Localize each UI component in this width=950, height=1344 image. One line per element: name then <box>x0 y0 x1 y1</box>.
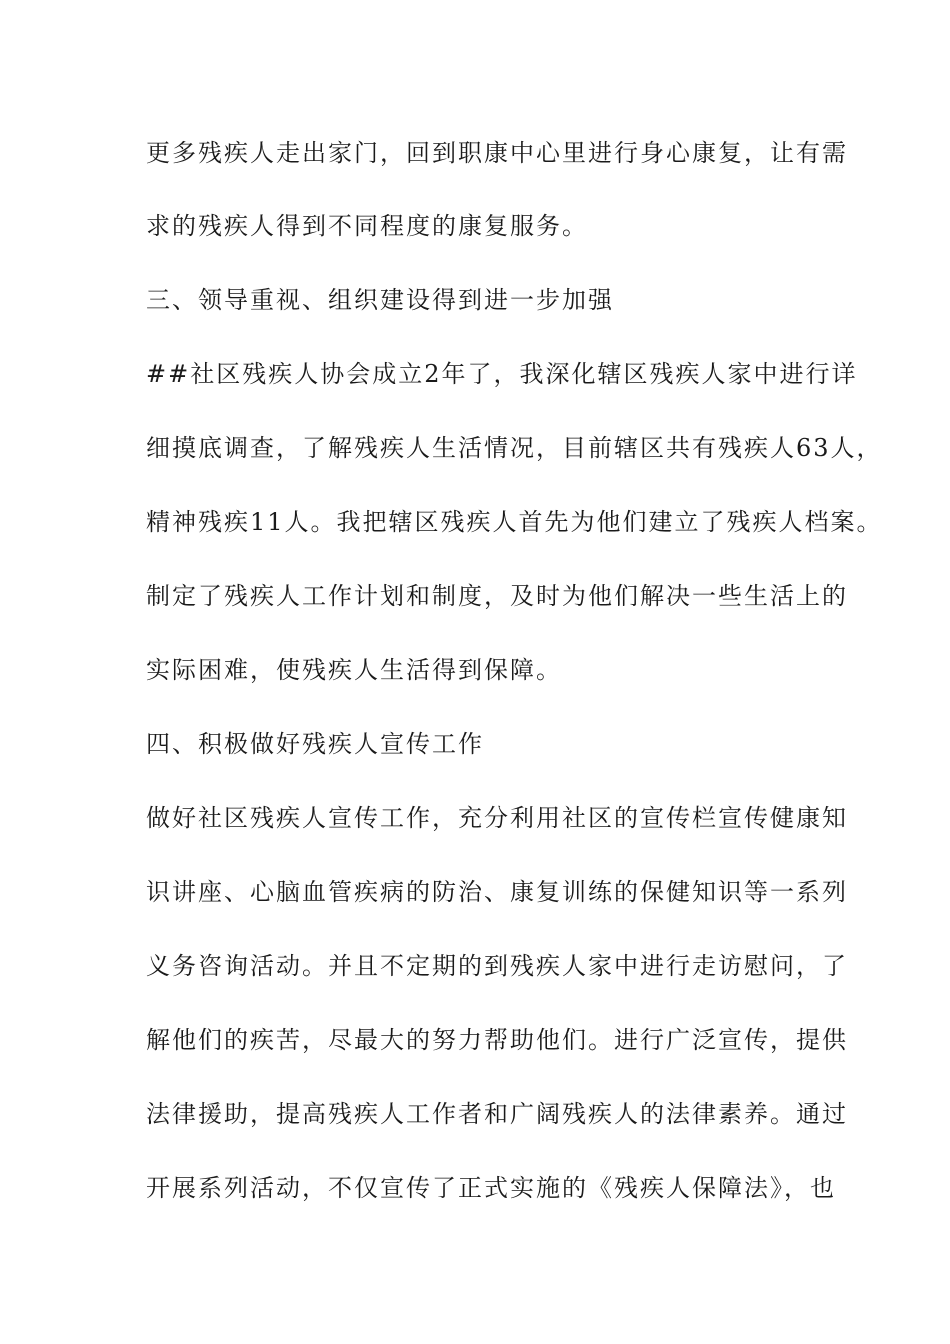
body-text-line: ##社区残疾人协会成立2年了，我深化辖区残疾人家中进行详 <box>146 360 858 388</box>
body-text-line: 制定了残疾人工作计划和制度，及时为他们解决一些生活上的 <box>146 582 848 610</box>
body-text-line: 细摸底调查，了解残疾人生活情况，目前辖区共有残疾人63人， <box>146 434 883 462</box>
section-heading: 四、积极做好残疾人宣传工作 <box>146 730 484 758</box>
body-text-line: 求的残疾人得到不同程度的康复服务。 <box>146 212 588 240</box>
body-text-line: 做好社区残疾人宣传工作，充分利用社区的宣传栏宣传健康知 <box>146 804 848 832</box>
body-text-line: 义务咨询活动。并且不定期的到残疾人家中进行走访慰问，了 <box>146 952 848 980</box>
body-text-line: 开展系列活动，不仅宣传了正式实施的《残疾人保障法》，也 <box>146 1174 836 1202</box>
body-text-line: 更多残疾人走出家门，回到职康中心里进行身心康复，让有需 <box>146 139 848 167</box>
body-text-line: 精神残疾11人。我把辖区残疾人首先为他们建立了残疾人档案。 <box>146 508 883 536</box>
body-text-line: 识讲座、心脑血管疾病的防治、康复训练的保健知识等一系列 <box>146 878 848 906</box>
body-text-line: 实际困难，使残疾人生活得到保障。 <box>146 656 562 684</box>
body-text-line: 法律援助，提高残疾人工作者和广阔残疾人的法律素养。通过 <box>146 1100 848 1128</box>
body-text-line: 解他们的疾苦，尽最大的努力帮助他们。进行广泛宣传，提供 <box>146 1026 848 1054</box>
section-heading: 三、领导重视、组织建设得到进一步加强 <box>146 286 614 314</box>
